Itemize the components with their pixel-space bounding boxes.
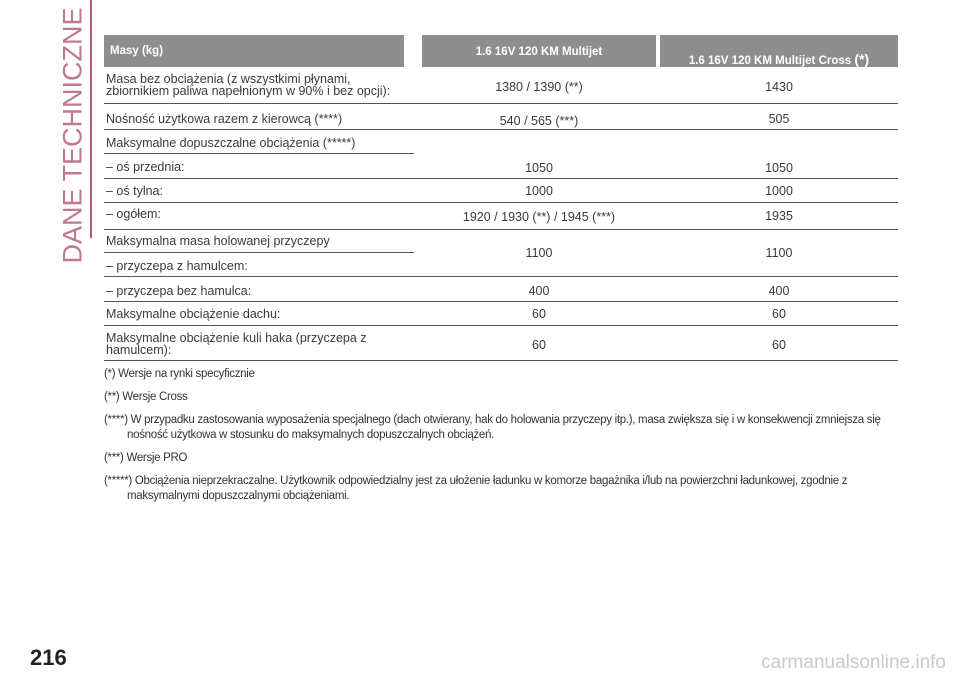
row-divider bbox=[104, 325, 898, 326]
table-header bbox=[104, 35, 898, 67]
value-cross: 505 bbox=[768, 112, 790, 126]
footnote: (**) Wersje Cross bbox=[104, 391, 188, 403]
footnotes bbox=[104, 367, 904, 512]
value-note: (**) bbox=[564, 80, 583, 94]
row-label: – przyczepa bez hamulca: bbox=[106, 284, 252, 298]
header-multijet: 1.6 16V 120 KM Multijet bbox=[422, 35, 656, 67]
page-number: 216 bbox=[30, 645, 67, 670]
row-divider bbox=[104, 103, 898, 104]
row-label-note: (*****) bbox=[322, 136, 356, 150]
value-cross: 1050 bbox=[765, 161, 793, 175]
row-label-line: zbiornikiem paliwa napełnionym w 90% i bez opcji): bbox=[106, 84, 391, 98]
footnote-line: (*****) Obciążenia nieprzekraczalne. Użytkownik odpowiedzialny jest za ułożenie ładunku w komorze bagażnika i/lub na powierzchni ładunkowej, zgodnie z bbox=[104, 475, 848, 487]
row-divider bbox=[104, 276, 898, 277]
header-multijet-cross bbox=[660, 35, 898, 67]
footnote bbox=[104, 474, 904, 504]
value-multijet bbox=[422, 115, 656, 127]
header-multijet-cross-note: (*) bbox=[854, 51, 870, 67]
value-multijet: 400 bbox=[528, 284, 550, 298]
section-title bbox=[56, 7, 90, 264]
row-divider bbox=[104, 153, 414, 154]
row-label-line: Maksymalne obciążenie kuli haka (przyczepa z bbox=[106, 331, 367, 345]
value-multijet: 60 bbox=[532, 307, 546, 321]
row-divider bbox=[104, 229, 898, 230]
section-divider bbox=[90, 0, 92, 238]
value-multijet bbox=[422, 211, 656, 223]
row-label-line: hamulcem): bbox=[106, 343, 172, 357]
watermark: carmanualsonline.info bbox=[761, 652, 946, 673]
value-note: (***) bbox=[592, 210, 616, 224]
row-divider bbox=[104, 202, 898, 203]
value-multijet: 1050 bbox=[525, 161, 553, 175]
row-divider bbox=[104, 360, 898, 361]
value-text: 1380 / 1390 bbox=[495, 80, 565, 94]
row-label-text: Nośność użytkowa razem z kierowcą bbox=[106, 112, 315, 126]
row-label bbox=[106, 332, 406, 356]
row-divider bbox=[104, 252, 414, 253]
value-multijet: 60 bbox=[532, 338, 546, 352]
row-label: – oś przednia: bbox=[106, 160, 185, 174]
value-cross: 60 bbox=[772, 307, 786, 321]
row-divider bbox=[104, 129, 898, 130]
footnote-line: nośność użytkowa w stosunku do maksymalnych dopuszczalnych obciążeń. bbox=[127, 429, 494, 441]
footnote: (*) Wersje na rynki specyficznie bbox=[104, 368, 255, 380]
footnote bbox=[104, 413, 904, 443]
section-title-text: DANE TECHNICZNE bbox=[57, 7, 88, 264]
row-label-note: (****) bbox=[314, 112, 343, 126]
value-cross: 1430 bbox=[765, 80, 793, 94]
weights-table bbox=[104, 35, 898, 357]
row-label: Maksymalna masa holowanej przyczepy bbox=[106, 234, 330, 248]
value-multijet: 1000 bbox=[525, 184, 553, 198]
value-multijet bbox=[422, 81, 656, 93]
value-cross: 400 bbox=[768, 284, 790, 298]
row-label: – oś tylna: bbox=[106, 184, 163, 198]
header-multijet-cross-text: 1.6 16V 120 KM Multijet Cross bbox=[688, 55, 855, 67]
row-divider bbox=[104, 178, 898, 179]
value-cross: 1000 bbox=[765, 184, 793, 198]
row-label bbox=[106, 113, 406, 125]
value-multijet: 1100 bbox=[525, 246, 553, 260]
footnote-line: (****) W przypadku zastosowania wyposażenia specjalnego (dach otwierany, hak do holowania przyczepy itp.), masa zwiększa się i w konsekwencji zmniejsza się bbox=[104, 414, 881, 426]
row-label bbox=[106, 73, 406, 97]
footnote-line: maksymalnymi dopuszczalnymi obciążeniami. bbox=[127, 490, 350, 502]
row-label: – ogółem: bbox=[106, 207, 161, 221]
value-text: 1920 / 1930 bbox=[462, 210, 533, 224]
value-note: (***) bbox=[555, 114, 579, 128]
row-label: – przyczepa z hamulcem: bbox=[106, 259, 248, 273]
value-text: / 1945 bbox=[550, 210, 593, 224]
row-label-line: Masa bez obciążenia (z wszystkimi płynami, bbox=[106, 72, 351, 86]
value-cross: 1100 bbox=[765, 246, 793, 260]
row-label: Maksymalne obciążenie dachu: bbox=[106, 307, 281, 321]
header-masses: Masy (kg) bbox=[104, 35, 404, 67]
footnote: (***) Wersje PRO bbox=[104, 452, 188, 464]
value-text: 540 / 565 bbox=[499, 114, 556, 128]
row-label-text: Maksymalne dopuszczalne obciążenia bbox=[106, 136, 323, 150]
row-label bbox=[106, 137, 406, 149]
value-note: (**) bbox=[532, 210, 551, 224]
value-cross: 1935 bbox=[765, 209, 793, 223]
value-cross: 60 bbox=[772, 338, 786, 352]
row-divider bbox=[104, 301, 898, 302]
